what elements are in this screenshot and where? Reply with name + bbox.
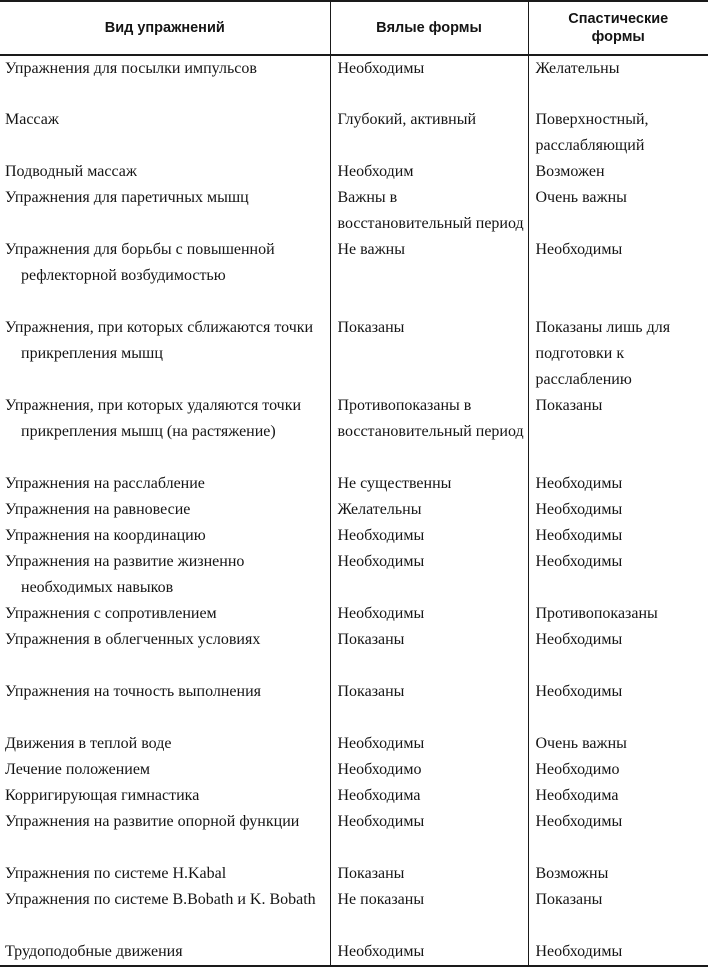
exercise-cell [0,939,330,966]
spastic-cell: Желательны [528,55,708,107]
exercise-cell [0,471,330,497]
flaccid-cell: Необходимы [330,731,528,757]
exercise-text: Упражнения для борьбы с повышенной рефлекторной возбудимостью [5,241,275,284]
exercise-text: Упражнения на координацию [5,527,206,544]
spastic-cell: Необходимы [528,627,708,679]
flaccid-cell: Необходимо [330,757,528,783]
exercise-cell [0,159,330,185]
spastic-cell: Возможен [528,159,708,185]
exercise-text: Движения в теплой воде [5,735,172,752]
flaccid-cell: Не показаны [330,887,528,939]
exercise-text: Упражнения на расслабление [5,475,205,492]
spastic-cell: Необходимы [528,549,708,601]
spastic-cell: Поверхностный, расслабляющий [528,107,708,159]
exercise-cell [0,237,330,315]
exercise-cell [0,731,330,757]
exercise-text: Упражнения, при которых сближаются точки прикрепления мышц [5,319,314,362]
exercise-cell [0,601,330,627]
table-row [0,159,708,185]
table-row [0,861,708,887]
exercise-text: Трудоподобные движения [5,943,183,960]
table-row [0,107,708,159]
table-row [0,679,708,731]
table-row [0,393,708,471]
table-row [0,237,708,315]
exercise-cell [0,185,330,237]
flaccid-cell: Необходимы [330,601,528,627]
exercise-text: Подводный массаж [5,163,137,180]
flaccid-cell: Показаны [330,627,528,679]
exercise-cell [0,107,330,159]
exercise-text: Упражнения в облегченных условиях [5,631,261,648]
table-row [0,315,708,393]
table-row [0,731,708,757]
flaccid-cell: Желательны [330,497,528,523]
flaccid-cell: Противопоказаны в восстановительный период [330,393,528,471]
exercise-text: Массаж [5,111,59,128]
exercise-cell [0,549,330,601]
header-flaccid-forms: Вялые формы [330,1,528,55]
spastic-cell: Очень важны [528,731,708,757]
table-row [0,757,708,783]
flaccid-cell: Необходима [330,783,528,809]
exercise-cell [0,315,330,393]
table-row [0,55,708,107]
table-body [0,55,708,966]
flaccid-cell: Необходимы [330,55,528,107]
spastic-cell: Необходимы [528,809,708,861]
flaccid-cell: Необходимы [330,549,528,601]
flaccid-cell: Важны в восстановительный период [330,185,528,237]
spastic-cell: Необходимы [528,497,708,523]
exercise-text: Упражнения для паретичных мышц [5,189,249,206]
flaccid-cell: Необходимы [330,939,528,966]
spastic-cell: Необходимо [528,757,708,783]
table-row [0,809,708,861]
flaccid-cell: Не важны [330,237,528,315]
exercise-text: Упражнения для посылки импульсов [5,60,257,77]
exercise-cell [0,887,330,939]
flaccid-cell: Не существенны [330,471,528,497]
flaccid-cell: Показаны [330,315,528,393]
table-row [0,601,708,627]
spastic-cell: Показаны [528,887,708,939]
spastic-cell: Показаны лишь для подготовки к расслаблению [528,315,708,393]
spastic-cell: Необходимы [528,237,708,315]
exercise-text: Упражнения на равновесие [5,501,191,518]
exercise-cell [0,757,330,783]
header-spastic-forms: Спастические формы [528,1,708,55]
table-row [0,783,708,809]
flaccid-cell: Глубокий, активный [330,107,528,159]
spastic-cell: Показаны [528,393,708,471]
table-row [0,497,708,523]
table-header [0,1,708,55]
spastic-cell: Необходимы [528,523,708,549]
spastic-cell: Очень важны [528,185,708,237]
flaccid-cell: Необходимы [330,809,528,861]
table-row [0,549,708,601]
exercise-cell [0,523,330,549]
exercise-cell [0,809,330,861]
exercise-cell [0,783,330,809]
exercise-text: Упражнения, при которых удаляются точки прикрепления мышц (на растяжение) [5,397,302,440]
flaccid-cell: Необходимы [330,523,528,549]
spastic-cell: Необходимы [528,939,708,966]
exercise-text: Упражнения на развитие опорной функции [5,813,300,830]
exercise-cell [0,679,330,731]
spastic-cell: Необходимы [528,471,708,497]
exercise-text: Упражнения по системе Н.Kabal [5,865,227,882]
exercise-cell [0,497,330,523]
table-row [0,627,708,679]
flaccid-cell: Показаны [330,679,528,731]
header-row [0,1,708,55]
table-row [0,471,708,497]
exercise-cell [0,55,330,107]
exercise-cell [0,393,330,471]
spastic-cell: Необходима [528,783,708,809]
header-exercise-type: Вид упражнений [0,1,330,55]
flaccid-cell: Показаны [330,861,528,887]
exercise-text: Корригирующая гимнастика [5,787,200,804]
exercise-text: Упражнения на точность выполнения [5,683,262,700]
table-row [0,887,708,939]
exercise-cell [0,627,330,679]
exercise-cell [0,861,330,887]
table-row [0,939,708,966]
table-row [0,185,708,237]
exercise-text: Лечение положением [5,761,151,778]
exercise-text: Упражнения на развитие жизненно необходимых навыков [5,553,245,596]
spastic-cell: Возможны [528,861,708,887]
spastic-cell: Необходимы [528,679,708,731]
exercise-text: Упражнения по системе В.Bobath и K. Bobath [5,891,316,908]
flaccid-cell: Необходим [330,159,528,185]
exercise-text: Упражнения с сопротивлением [5,605,217,622]
spastic-cell: Противопоказаны [528,601,708,627]
table-row [0,523,708,549]
